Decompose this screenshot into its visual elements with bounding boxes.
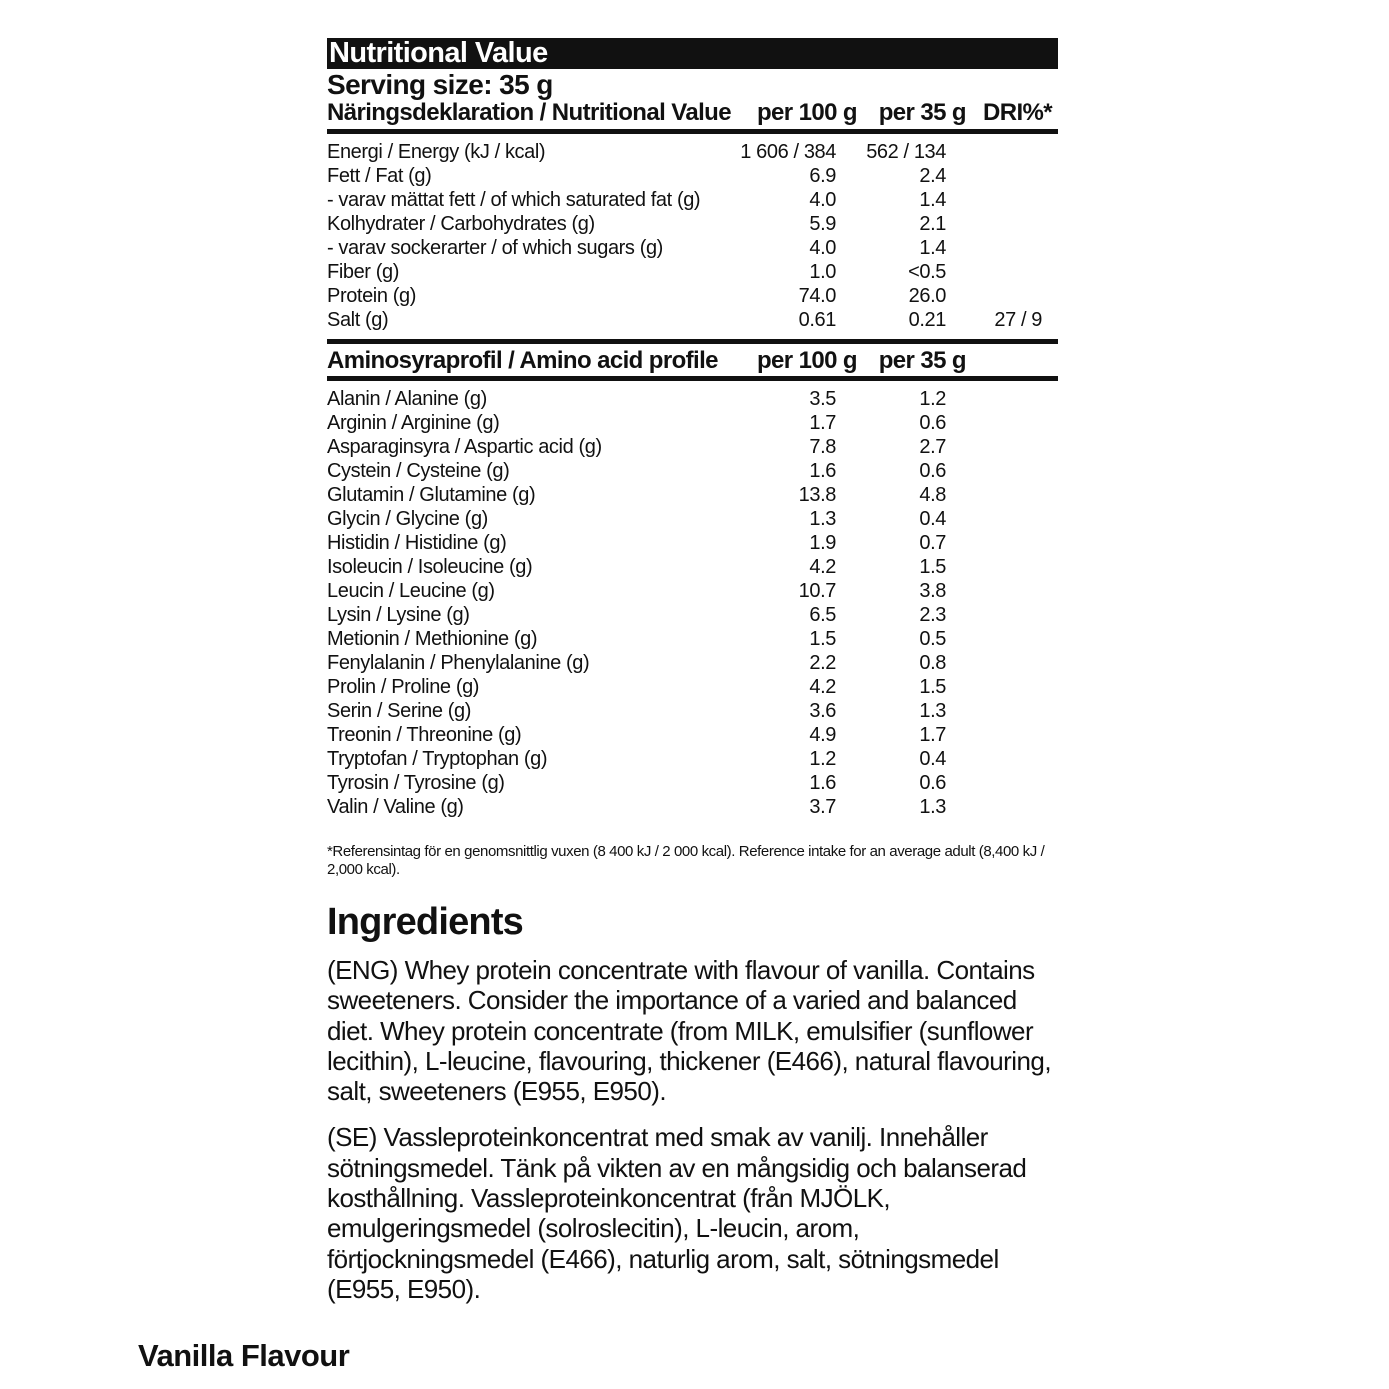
- row-perserving: 0.21: [908, 309, 946, 331]
- row-name: Histidin / Histidine (g): [327, 532, 507, 554]
- row-per100: 6.5: [809, 604, 836, 626]
- row-per100: 3.6: [809, 700, 836, 722]
- table-row: [327, 627, 1058, 651]
- row-per100: 1.7: [809, 412, 836, 434]
- table-row: [327, 579, 1058, 603]
- nutrition-rows: [327, 134, 1058, 339]
- row-name: Tryptofan / Tryptophan (g): [327, 748, 548, 770]
- row-perserving: 0.6: [919, 460, 946, 482]
- row-perserving: 0.6: [919, 772, 946, 794]
- row-perserving: 1.3: [919, 700, 946, 722]
- table-row: [327, 308, 1058, 332]
- table-row: [327, 284, 1058, 308]
- row-per100: 3.5: [809, 388, 836, 410]
- row-perserving: 2.1: [919, 213, 946, 235]
- row-perserving: 1.2: [919, 388, 946, 410]
- table-row: [327, 260, 1058, 284]
- table-row: [327, 164, 1058, 188]
- row-perserving: 1.5: [919, 676, 946, 698]
- row-perserving: 0.5: [919, 628, 946, 650]
- row-per100: 1.0: [809, 261, 836, 283]
- ingredients-se: (SE) Vassleproteinkoncentrat med smak av vanilj. Innehåller sötningsmedel. Tänk på vikten av en mångsidig och balanserad kosthållning. Vassleproteinkoncentrat (från MJÖLK, emulgeringsmedel (solroslecitin), L-leucin, arom, förtjockningsmedel (E466), naturlig arom, salt, sötningsmedel (E955, E950).: [327, 1122, 1027, 1304]
- row-per100: 1.6: [809, 772, 836, 794]
- row-perserving: 26.0: [908, 285, 946, 307]
- row-perserving: 0.4: [919, 508, 946, 530]
- amino-rows: [327, 381, 1058, 819]
- table-row: [327, 675, 1058, 699]
- row-name: Serin / Serine (g): [327, 700, 471, 722]
- label-title: Nutritional Value: [327, 38, 1058, 69]
- table-row: [327, 651, 1058, 675]
- row-name: Glutamin / Glutamine (g): [327, 484, 536, 506]
- row-name: Asparaginsyra / Aspartic acid (g): [327, 436, 602, 458]
- row-perserving: 562 / 134: [866, 141, 946, 163]
- row-name: Metionin / Methionine (g): [327, 628, 538, 650]
- nutrition-label: [327, 38, 1058, 1304]
- row-name: Arginin / Arginine (g): [327, 412, 500, 434]
- row-name: Isoleucin / Isoleucine (g): [327, 556, 533, 578]
- row-name: Tyrosin / Tyrosine (g): [327, 772, 505, 794]
- table-row: [327, 507, 1058, 531]
- nutrition-header-per100: per 100 g: [757, 99, 857, 126]
- row-name: Salt (g): [327, 309, 389, 331]
- row-perserving: 0.6: [919, 412, 946, 434]
- table-row: [327, 236, 1058, 260]
- row-per100: 13.8: [798, 484, 836, 506]
- amino-header-name: Aminosyraprofil / Amino acid profile: [327, 347, 718, 374]
- row-name: Cystein / Cysteine (g): [327, 460, 510, 482]
- amino-header-per100: per 100 g: [757, 347, 857, 374]
- row-perserving: 0.4: [919, 748, 946, 770]
- row-name: Treonin / Threonine (g): [327, 724, 522, 746]
- row-per100: 6.9: [809, 165, 836, 187]
- amino-header-perserving: per 35 g: [878, 347, 966, 374]
- row-per100: 1.2: [809, 748, 836, 770]
- row-name: - varav mättat fett / of which saturated fat (g): [327, 189, 701, 211]
- row-per100: 1.3: [809, 508, 836, 530]
- table-row: [327, 212, 1058, 236]
- flavour-label: Vanilla Flavour: [138, 1338, 350, 1373]
- table-row: [327, 771, 1058, 795]
- row-name: Energi / Energy (kJ / kcal): [327, 141, 546, 163]
- serving-size: Serving size: 35 g: [327, 69, 553, 100]
- row-per100: 1 606 / 384: [740, 141, 836, 163]
- row-per100: 1.5: [809, 628, 836, 650]
- nutrition-header-perserving: per 35 g: [878, 99, 966, 126]
- row-perserving: 0.8: [919, 652, 946, 674]
- row-name: - varav sockerarter / of which sugars (g): [327, 237, 663, 259]
- row-per100: 4.0: [809, 237, 836, 259]
- row-perserving: <0.5: [908, 261, 946, 283]
- table-row: [327, 459, 1058, 483]
- table-row: [327, 723, 1058, 747]
- row-per100: 0.61: [798, 309, 836, 331]
- row-perserving: 3.8: [919, 580, 946, 602]
- row-name: Lysin / Lysine (g): [327, 604, 470, 626]
- row-per100: 74.0: [798, 285, 836, 307]
- table-row: [327, 699, 1058, 723]
- row-per100: 5.9: [809, 213, 836, 235]
- footnote: *Referensintag för en genomsnittlig vuxen (8 400 kJ / 2 000 kcal). Reference intake for an average adult (8,400 kJ / 2,000 kcal).: [327, 843, 1045, 878]
- row-per100: 4.0: [809, 189, 836, 211]
- row-per100: 2.2: [809, 652, 836, 674]
- nutrition-header-name: Näringsdeklaration / Nutritional Value: [327, 99, 731, 126]
- table-row: [327, 747, 1058, 771]
- nutrition-header: [327, 99, 1058, 129]
- table-row: [327, 188, 1058, 212]
- row-name: Alanin / Alanine (g): [327, 388, 487, 410]
- row-per100: 1.6: [809, 460, 836, 482]
- row-name: Fett / Fat (g): [327, 165, 432, 187]
- row-perserving: 4.8: [919, 484, 946, 506]
- row-perserving: 1.7: [919, 724, 946, 746]
- row-name: Protein (g): [327, 285, 416, 307]
- row-name: Fenylalanin / Phenylalanine (g): [327, 652, 590, 674]
- row-name: Leucin / Leucine (g): [327, 580, 495, 602]
- row-per100: 7.8: [809, 436, 836, 458]
- row-per100: 4.9: [809, 724, 836, 746]
- nutrition-header-dri: DRI%*: [982, 99, 1052, 126]
- row-perserving: 1.5: [919, 556, 946, 578]
- row-name: Fiber (g): [327, 261, 399, 283]
- table-row: [327, 795, 1058, 819]
- row-name: Valin / Valine (g): [327, 796, 464, 818]
- table-row: [327, 435, 1058, 459]
- row-per100: 4.2: [809, 676, 836, 698]
- row-name: Kolhydrater / Carbohydrates (g): [327, 213, 595, 235]
- row-name: Prolin / Proline (g): [327, 676, 480, 698]
- row-perserving: 2.4: [919, 165, 946, 187]
- row-perserving: 2.3: [919, 604, 946, 626]
- table-row: [327, 411, 1058, 435]
- ingredients-title: Ingredients: [327, 901, 524, 943]
- table-row: [327, 603, 1058, 627]
- row-per100: 3.7: [809, 796, 836, 818]
- ingredients-eng: (ENG) Whey protein concentrate with flavour of vanilla. Contains sweeteners. Consider the importance of a varied and balanced diet. Whey protein concentrate (from MILK, emulsifier (sunflower lecithin), L-leucine, flavouring, thickener (E466), natural flavouring, salt, sweeteners (E955, E950).: [327, 955, 1052, 1107]
- table-row: [327, 387, 1058, 411]
- row-per100: 10.7: [798, 580, 836, 602]
- row-perserving: 1.4: [919, 237, 946, 259]
- row-perserving: 2.7: [919, 436, 946, 458]
- row-perserving: 0.7: [919, 532, 946, 554]
- table-row: [327, 555, 1058, 579]
- amino-header: [327, 344, 1058, 376]
- row-name: Glycin / Glycine (g): [327, 508, 488, 530]
- row-per100: 1.9: [809, 532, 836, 554]
- table-row: [327, 140, 1058, 164]
- row-dri: 27 / 9: [994, 309, 1042, 331]
- row-perserving: 1.3: [919, 796, 946, 818]
- row-per100: 4.2: [809, 556, 836, 578]
- table-row: [327, 531, 1058, 555]
- row-perserving: 1.4: [919, 189, 946, 211]
- table-row: [327, 483, 1058, 507]
